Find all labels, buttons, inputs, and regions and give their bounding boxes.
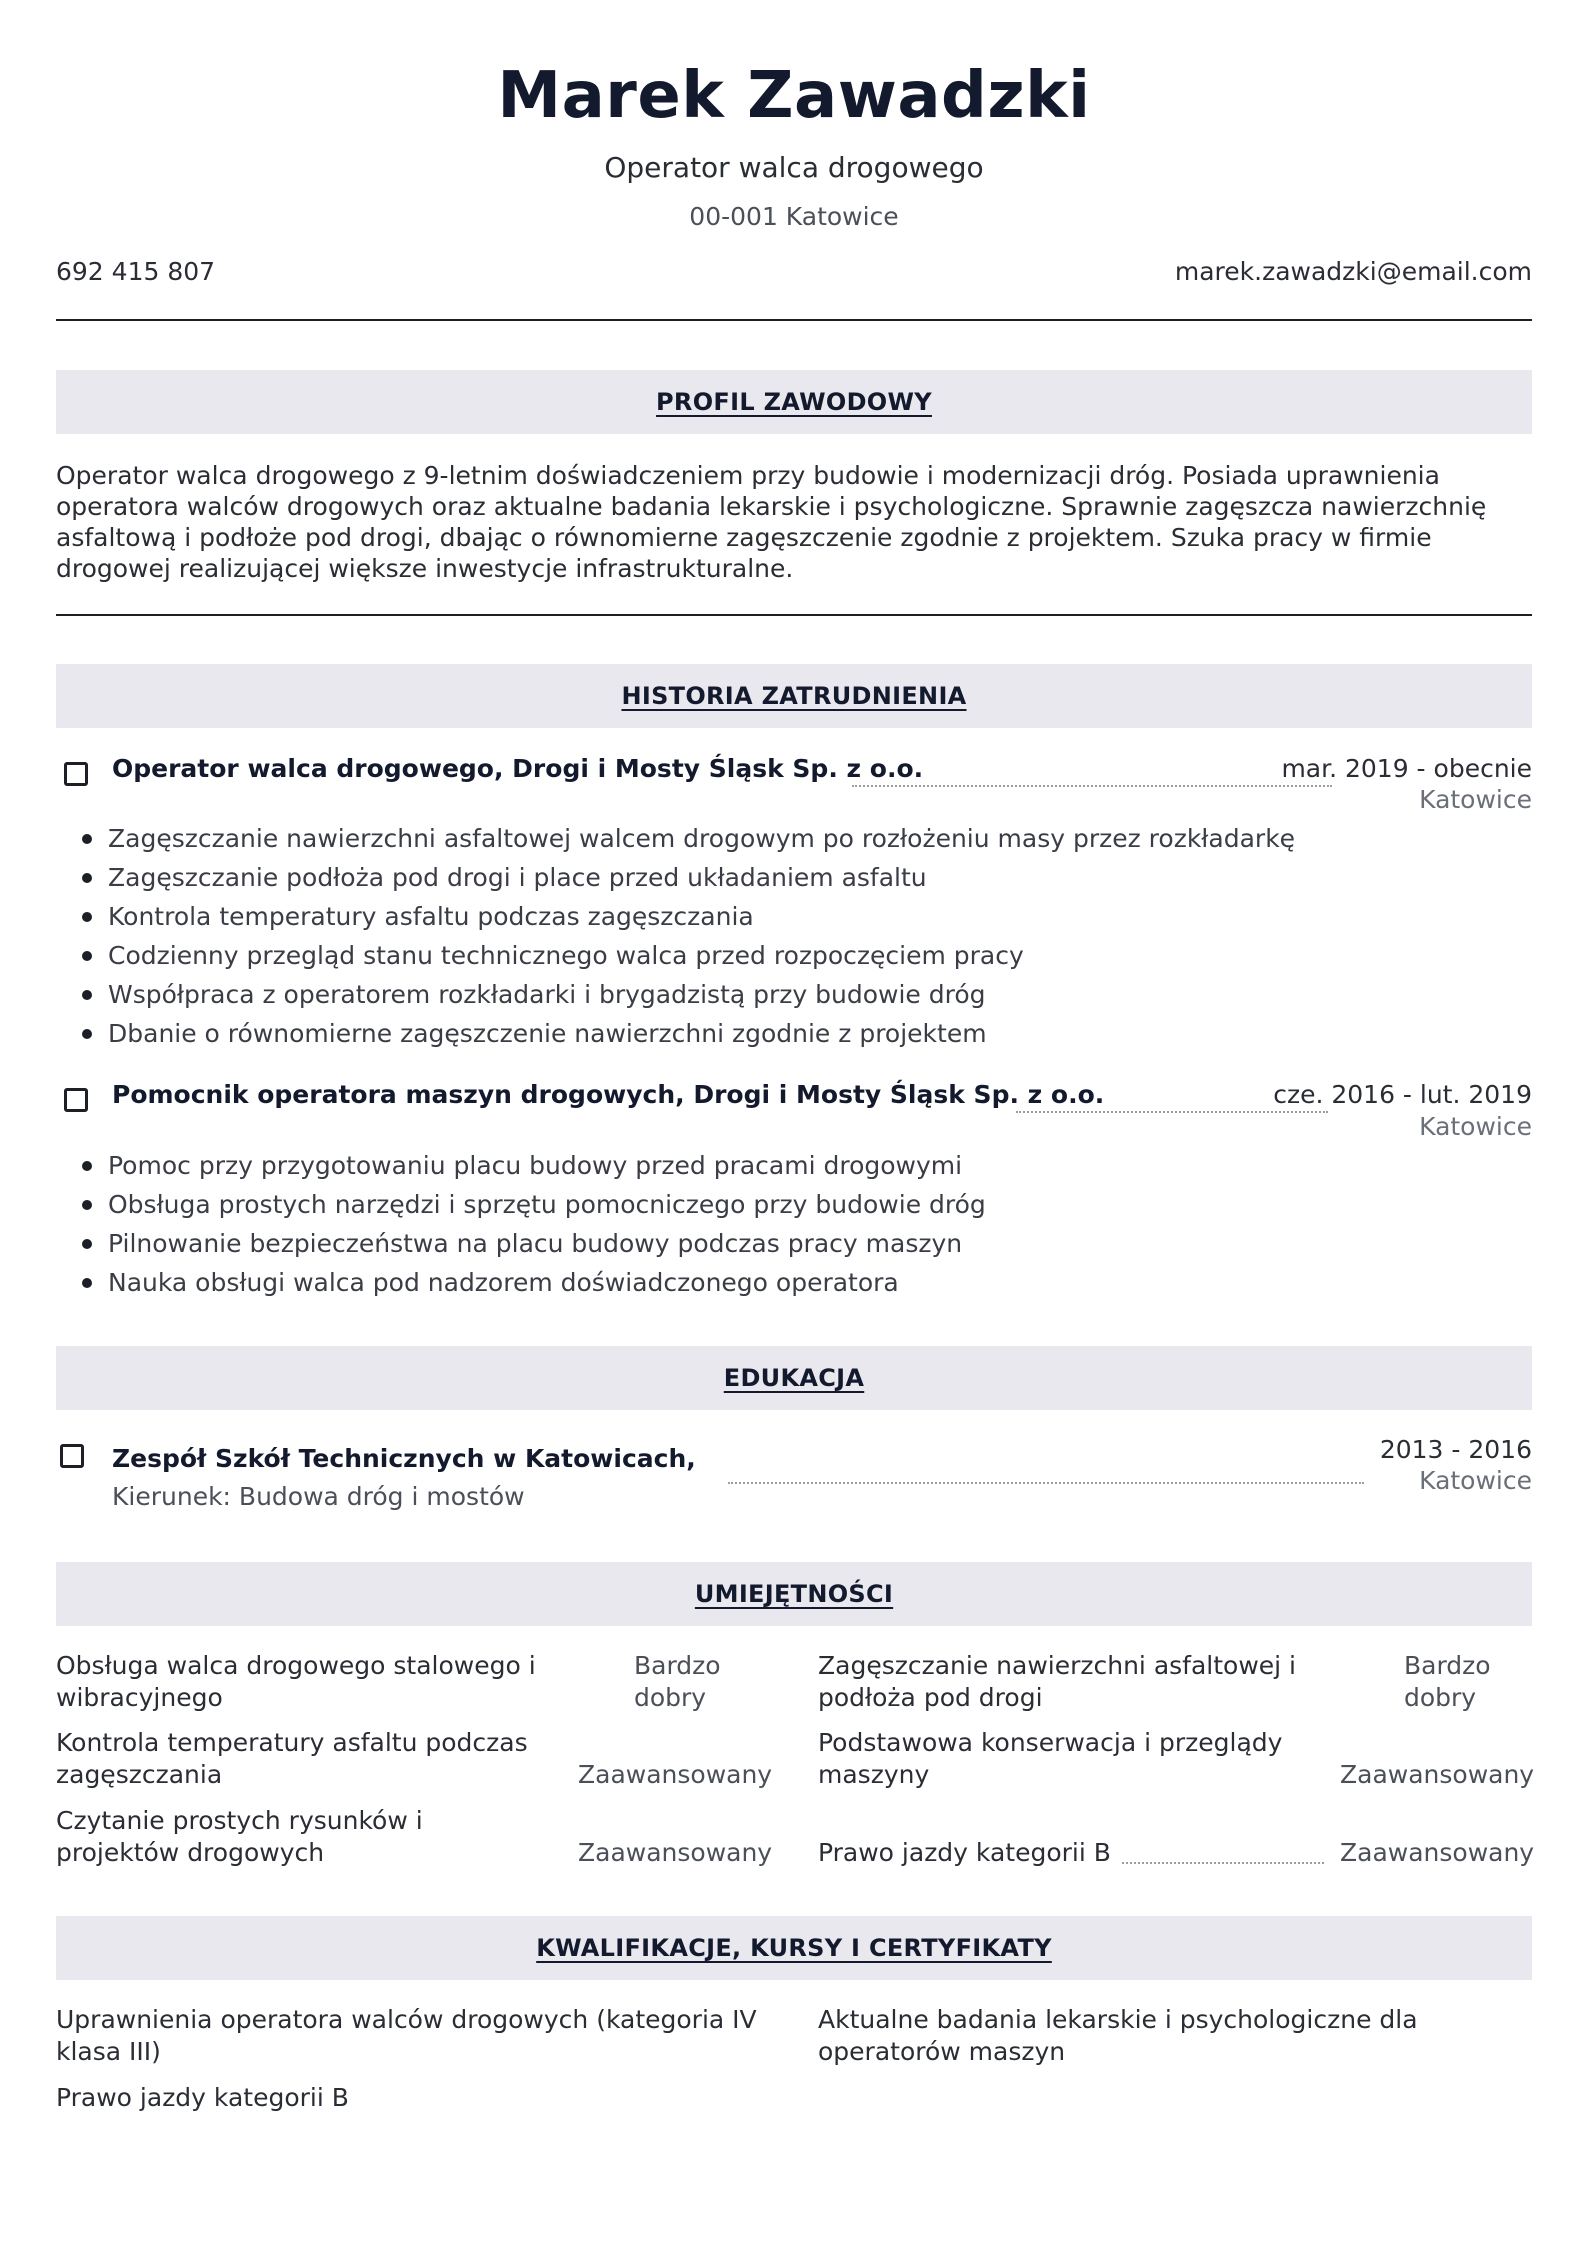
job-entry-title: Operator walca drogowego, Drogi i Mosty Śląsk Sp. z o.o. [112, 754, 924, 783]
skill-name: Prawo jazdy kategorii B [818, 1838, 1111, 1867]
skill-level: Zaawansowany [1340, 1838, 1535, 1867]
skill-name: Czytanie prostych rysunków i projektów drogowych [56, 1806, 423, 1867]
job-duties-list [108, 819, 1295, 1053]
qualification-item: Uprawnienia operatora walców drogowych (kategoria IV klasa III) [56, 2005, 757, 2066]
skill-name: Kontrola temperatury asfaltu podczas zagęszczania [56, 1728, 528, 1789]
dotted-leader [852, 785, 1332, 787]
email-address[interactable]: marek.zawadzki@email.com [1174, 257, 1532, 286]
job-title-headline: Operator walca drogowego [604, 151, 984, 184]
profile-text: Operator walca drogowego z 9-letnim doświadczeniem przy budowie i modernizacji dróg. Posiada uprawnienia operatora walców drogowych oraz aktualne badania lekarskie i psychologiczne. Sprawnie zagęszcza nawierzchnię asfaltową i podłoże pod drogi, dbając o równomierne zagęszczenie zgodnie z projektem. Szuka pracy w firmie drogowej realizującej większe inwestycje infrastrukturalne. [56, 461, 1487, 583]
skill-level: Bardzo dobry [634, 1651, 721, 1712]
job-entry-title: Pomocnik operatora maszyn drogowych, Drogi i Mosty Śląsk Sp. z o.o. [112, 1080, 1105, 1109]
checkbox-icon [64, 762, 88, 786]
job-dates: mar. 2019 - obecnie [1281, 754, 1532, 783]
qualification-item: Prawo jazdy kategorii B [56, 2083, 349, 2112]
list-item: Współpraca z operatorem rozkładarki i brygadzistą przy budowie dróg [108, 975, 1295, 1014]
section-title: PROFIL ZAWODOWY [656, 388, 932, 416]
section-header-education [56, 1346, 1532, 1410]
section-header-skills [56, 1562, 1532, 1626]
phone-number: 692 415 807 [56, 257, 216, 286]
divider [56, 319, 1532, 321]
address: 00-001 Katowice [689, 202, 899, 231]
divider [56, 614, 1532, 616]
education-dates: 2013 - 2016 [1379, 1435, 1532, 1464]
skill-level: Zaawansowany [578, 1838, 773, 1867]
list-item: Zagęszczanie nawierzchni asfaltowej walcem drogowym po rozłożeniu masy przez rozkładarkę [108, 819, 1295, 858]
job-location: Katowice [1419, 1112, 1532, 1141]
list-item: Pilnowanie bezpieczeństwa na placu budowy podczas pracy maszyn [108, 1224, 986, 1263]
list-item: Dbanie o równomierne zagęszczenie nawierzchni zgodnie z projektem [108, 1014, 1295, 1053]
list-item: Obsługa prostych narzędzi i sprzętu pomocniczego przy budowie dróg [108, 1185, 986, 1224]
list-item: Zagęszczanie podłoża pod drogi i place przed układaniem asfaltu [108, 858, 1295, 897]
dotted-leader [1122, 1862, 1324, 1864]
skill-name: Podstawowa konserwacja i przeglądy maszyny [818, 1728, 1283, 1789]
list-item: Kontrola temperatury asfaltu podczas zagęszczania [108, 897, 1295, 936]
job-duties-list [108, 1146, 986, 1302]
list-item: Nauka obsługi walca pod nadzorem doświadczonego operatora [108, 1263, 986, 1302]
dotted-leader [728, 1482, 1364, 1484]
section-header-profile [56, 370, 1532, 434]
skill-name: Zagęszczanie nawierzchni asfaltowej i podłoża pod drogi [818, 1651, 1296, 1712]
list-item: Codzienny przegląd stanu technicznego walca przed rozpoczęciem pracy [108, 936, 1295, 975]
section-title: EDUKACJA [723, 1364, 865, 1392]
section-title: KWALIFIKACJE, KURSY I CERTYFIKATY [536, 1934, 1052, 1962]
field-of-study: Kierunek: Budowa dróg i mostów [112, 1482, 525, 1511]
skill-level: Bardzo dobry [1404, 1651, 1491, 1712]
section-title: HISTORIA ZATRUDNIENIA [621, 682, 967, 710]
job-dates: cze. 2016 - lut. 2019 [1273, 1080, 1532, 1109]
skill-level: Zaawansowany [578, 1760, 773, 1789]
section-header-qualifications [56, 1916, 1532, 1980]
skill-name: Obsługa walca drogowego stalowego i wibracyjnego [56, 1651, 536, 1712]
checkbox-icon [64, 1088, 88, 1112]
school-name: Zespół Szkół Technicznych w Katowicach, [112, 1444, 696, 1473]
education-location: Katowice [1419, 1466, 1532, 1495]
skill-level: Zaawansowany [1340, 1760, 1535, 1789]
qualification-item: Aktualne badania lekarskie i psychologiczne dla operatorów maszyn [818, 2005, 1418, 2066]
section-title: UMIEJĘTNOŚCI [694, 1580, 894, 1608]
checkbox-icon [60, 1444, 84, 1468]
job-location: Katowice [1419, 785, 1532, 814]
section-header-employment [56, 664, 1532, 728]
list-item: Pomoc przy przygotowaniu placu budowy przed pracami drogowymi [108, 1146, 986, 1185]
candidate-name: Marek Zawadzki [497, 59, 1091, 133]
